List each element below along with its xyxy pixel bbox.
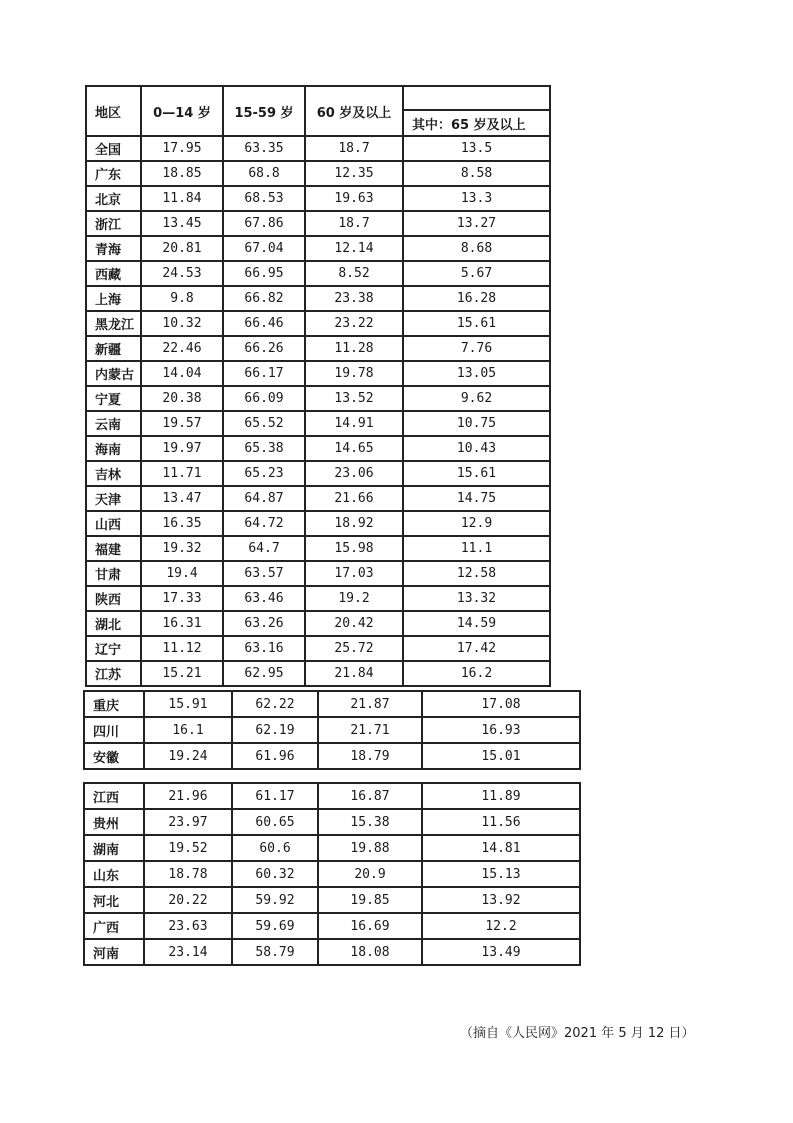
age-60-plus-cell: 20.9	[318, 861, 422, 887]
age-60-plus-cell: 21.84	[305, 661, 403, 686]
table-row	[86, 486, 550, 511]
table-row	[86, 561, 550, 586]
table-row	[86, 361, 550, 386]
region-cell: 新疆	[86, 336, 141, 361]
age-60-plus-cell: 15.98	[305, 536, 403, 561]
table-row	[86, 586, 550, 611]
age-60-plus-cell: 13.52	[305, 386, 403, 411]
age-0-14-cell: 23.14	[144, 939, 232, 965]
header-empty-cell	[403, 86, 550, 110]
age-65-plus-cell: 15.61	[403, 311, 550, 336]
table-row	[86, 311, 550, 336]
age-0-14-cell: 20.22	[144, 887, 232, 913]
header-region: 地区	[86, 86, 141, 136]
age-60-plus-cell: 20.42	[305, 611, 403, 636]
age-60-plus-cell: 16.87	[318, 783, 422, 809]
age-0-14-cell: 24.53	[141, 261, 223, 286]
age-15-59-cell: 60.6	[232, 835, 318, 861]
age-0-14-cell: 11.12	[141, 636, 223, 661]
age-65-plus-cell: 14.75	[403, 486, 550, 511]
header-age-60-plus: 60 岁及以上	[305, 86, 403, 136]
age-0-14-cell: 14.04	[141, 361, 223, 386]
age-65-plus-cell: 16.2	[403, 661, 550, 686]
age-65-plus-cell: 9.62	[403, 386, 550, 411]
age-0-14-cell: 19.97	[141, 436, 223, 461]
age-65-plus-cell: 13.27	[403, 211, 550, 236]
age-15-59-cell: 62.95	[223, 661, 305, 686]
age-65-plus-cell: 12.2	[422, 913, 580, 939]
age-0-14-cell: 19.24	[144, 743, 232, 769]
age-0-14-cell: 13.45	[141, 211, 223, 236]
age-60-plus-cell: 19.88	[318, 835, 422, 861]
age-60-plus-cell: 12.14	[305, 236, 403, 261]
age-15-59-cell: 67.86	[223, 211, 305, 236]
age-65-plus-cell: 11.1	[403, 536, 550, 561]
region-cell: 内蒙古	[86, 361, 141, 386]
table-row	[86, 211, 550, 236]
age-65-plus-cell: 7.76	[403, 336, 550, 361]
age-0-14-cell: 17.95	[141, 136, 223, 161]
age-0-14-cell: 15.91	[144, 691, 232, 717]
table-row	[86, 261, 550, 286]
table-row	[84, 835, 580, 861]
age-0-14-cell: 16.31	[141, 611, 223, 636]
region-cell: 河南	[84, 939, 144, 965]
age-60-plus-cell: 18.7	[305, 211, 403, 236]
age-60-plus-cell: 18.7	[305, 136, 403, 161]
age-15-59-cell: 62.19	[232, 717, 318, 743]
age-0-14-cell: 21.96	[144, 783, 232, 809]
age-0-14-cell: 15.21	[141, 661, 223, 686]
age-60-plus-cell: 14.91	[305, 411, 403, 436]
age-65-plus-cell: 17.08	[422, 691, 580, 717]
region-cell: 安徽	[84, 743, 144, 769]
table-row	[84, 861, 580, 887]
age-0-14-cell: 20.81	[141, 236, 223, 261]
table-row	[84, 717, 580, 743]
age-65-plus-cell: 16.93	[422, 717, 580, 743]
age-60-plus-cell: 21.66	[305, 486, 403, 511]
table-row	[86, 511, 550, 536]
age-15-59-cell: 68.8	[223, 161, 305, 186]
table-row	[86, 536, 550, 561]
age-15-59-cell: 66.95	[223, 261, 305, 286]
age-15-59-cell: 63.16	[223, 636, 305, 661]
region-cell: 浙江	[86, 211, 141, 236]
age-15-59-cell: 59.69	[232, 913, 318, 939]
table-row	[86, 636, 550, 661]
age-15-59-cell: 66.26	[223, 336, 305, 361]
age-15-59-cell: 67.04	[223, 236, 305, 261]
age-65-plus-cell: 13.05	[403, 361, 550, 386]
age-60-plus-cell: 12.35	[305, 161, 403, 186]
population-table-part-3	[83, 782, 581, 966]
region-cell: 重庆	[84, 691, 144, 717]
age-60-plus-cell: 18.92	[305, 511, 403, 536]
age-0-14-cell: 19.57	[141, 411, 223, 436]
population-table-part-2	[83, 690, 581, 770]
table-row	[86, 436, 550, 461]
region-cell: 上海	[86, 286, 141, 311]
region-cell: 广东	[86, 161, 141, 186]
table-row	[84, 913, 580, 939]
table-row	[86, 661, 550, 686]
table-row	[86, 336, 550, 361]
region-cell: 广西	[84, 913, 144, 939]
region-cell: 辽宁	[86, 636, 141, 661]
age-60-plus-cell: 11.28	[305, 336, 403, 361]
age-15-59-cell: 65.52	[223, 411, 305, 436]
age-15-59-cell: 66.17	[223, 361, 305, 386]
age-60-plus-cell: 25.72	[305, 636, 403, 661]
table-row	[84, 809, 580, 835]
age-15-59-cell: 61.17	[232, 783, 318, 809]
age-65-plus-cell: 5.67	[403, 261, 550, 286]
table-row	[86, 386, 550, 411]
age-15-59-cell: 63.35	[223, 136, 305, 161]
source-citation: （摘自《人民网》2021 年 5 月 12 日）	[460, 1026, 695, 1041]
age-15-59-cell: 61.96	[232, 743, 318, 769]
age-65-plus-cell: 15.13	[422, 861, 580, 887]
age-65-plus-cell: 13.3	[403, 186, 550, 211]
age-60-plus-cell: 23.22	[305, 311, 403, 336]
header-age-0-14: 0—14 岁	[141, 86, 223, 136]
age-15-59-cell: 60.65	[232, 809, 318, 835]
table-row	[84, 743, 580, 769]
region-cell: 山东	[84, 861, 144, 887]
age-0-14-cell: 17.33	[141, 586, 223, 611]
age-15-59-cell: 62.22	[232, 691, 318, 717]
region-cell: 福建	[86, 536, 141, 561]
region-cell: 黑龙江	[86, 311, 141, 336]
age-60-plus-cell: 16.69	[318, 913, 422, 939]
age-65-plus-cell: 16.28	[403, 286, 550, 311]
age-0-14-cell: 18.78	[144, 861, 232, 887]
age-65-plus-cell: 15.61	[403, 461, 550, 486]
age-15-59-cell: 65.23	[223, 461, 305, 486]
region-cell: 云南	[86, 411, 141, 436]
region-cell: 江西	[84, 783, 144, 809]
age-0-14-cell: 16.1	[144, 717, 232, 743]
age-0-14-cell: 22.46	[141, 336, 223, 361]
region-cell: 全国	[86, 136, 141, 161]
age-0-14-cell: 11.84	[141, 186, 223, 211]
region-cell: 四川	[84, 717, 144, 743]
age-0-14-cell: 19.4	[141, 561, 223, 586]
age-60-plus-cell: 14.65	[305, 436, 403, 461]
age-60-plus-cell: 15.38	[318, 809, 422, 835]
age-15-59-cell: 63.57	[223, 561, 305, 586]
age-65-plus-cell: 15.01	[422, 743, 580, 769]
table-row	[86, 136, 550, 161]
age-65-plus-cell: 14.81	[422, 835, 580, 861]
header-age-65-plus: 其中：65 岁及以上	[403, 110, 550, 136]
age-0-14-cell: 18.85	[141, 161, 223, 186]
region-cell: 山西	[86, 511, 141, 536]
region-cell: 甘肃	[86, 561, 141, 586]
table-row	[86, 236, 550, 261]
age-60-plus-cell: 19.78	[305, 361, 403, 386]
age-65-plus-cell: 8.68	[403, 236, 550, 261]
age-65-plus-cell: 13.49	[422, 939, 580, 965]
table-row	[86, 461, 550, 486]
age-15-59-cell: 65.38	[223, 436, 305, 461]
age-60-plus-cell: 17.03	[305, 561, 403, 586]
age-60-plus-cell: 19.63	[305, 186, 403, 211]
age-60-plus-cell: 18.79	[318, 743, 422, 769]
region-cell: 湖南	[84, 835, 144, 861]
age-15-59-cell: 63.46	[223, 586, 305, 611]
age-0-14-cell: 23.97	[144, 809, 232, 835]
age-15-59-cell: 66.46	[223, 311, 305, 336]
age-60-plus-cell: 19.2	[305, 586, 403, 611]
region-cell: 贵州	[84, 809, 144, 835]
age-15-59-cell: 68.53	[223, 186, 305, 211]
table-row	[86, 186, 550, 211]
age-65-plus-cell: 11.89	[422, 783, 580, 809]
population-table-part-1	[85, 85, 551, 687]
age-65-plus-cell: 13.32	[403, 586, 550, 611]
age-65-plus-cell: 13.92	[422, 887, 580, 913]
region-cell: 海南	[86, 436, 141, 461]
age-65-plus-cell: 8.58	[403, 161, 550, 186]
age-15-59-cell: 60.32	[232, 861, 318, 887]
table-row	[84, 887, 580, 913]
age-65-plus-cell: 10.75	[403, 411, 550, 436]
age-0-14-cell: 19.52	[144, 835, 232, 861]
region-cell: 湖北	[86, 611, 141, 636]
age-15-59-cell: 64.72	[223, 511, 305, 536]
age-60-plus-cell: 8.52	[305, 261, 403, 286]
age-60-plus-cell: 21.71	[318, 717, 422, 743]
age-15-59-cell: 58.79	[232, 939, 318, 965]
age-15-59-cell: 64.7	[223, 536, 305, 561]
table-row	[86, 286, 550, 311]
table-row	[86, 161, 550, 186]
region-cell: 陕西	[86, 586, 141, 611]
age-0-14-cell: 11.71	[141, 461, 223, 486]
region-cell: 北京	[86, 186, 141, 211]
region-cell: 青海	[86, 236, 141, 261]
age-0-14-cell: 20.38	[141, 386, 223, 411]
age-0-14-cell: 19.32	[141, 536, 223, 561]
age-15-59-cell: 63.26	[223, 611, 305, 636]
age-0-14-cell: 16.35	[141, 511, 223, 536]
region-cell: 天津	[86, 486, 141, 511]
table-row	[84, 691, 580, 717]
age-0-14-cell: 9.8	[141, 286, 223, 311]
age-60-plus-cell: 23.06	[305, 461, 403, 486]
header-age-15-59: 15-59 岁	[223, 86, 305, 136]
age-60-plus-cell: 19.85	[318, 887, 422, 913]
age-65-plus-cell: 12.58	[403, 561, 550, 586]
table-row	[86, 411, 550, 436]
age-0-14-cell: 10.32	[141, 311, 223, 336]
age-0-14-cell: 13.47	[141, 486, 223, 511]
age-60-plus-cell: 18.08	[318, 939, 422, 965]
age-60-plus-cell: 23.38	[305, 286, 403, 311]
age-60-plus-cell: 21.87	[318, 691, 422, 717]
table-row	[86, 611, 550, 636]
region-cell: 江苏	[86, 661, 141, 686]
table-row	[84, 783, 580, 809]
region-cell: 吉林	[86, 461, 141, 486]
age-65-plus-cell: 13.5	[403, 136, 550, 161]
region-cell: 西藏	[86, 261, 141, 286]
age-65-plus-cell: 10.43	[403, 436, 550, 461]
age-65-plus-cell: 14.59	[403, 611, 550, 636]
table-row	[84, 939, 580, 965]
age-15-59-cell: 59.92	[232, 887, 318, 913]
age-65-plus-cell: 11.56	[422, 809, 580, 835]
age-65-plus-cell: 12.9	[403, 511, 550, 536]
age-15-59-cell: 66.09	[223, 386, 305, 411]
region-cell: 河北	[84, 887, 144, 913]
age-0-14-cell: 23.63	[144, 913, 232, 939]
age-15-59-cell: 64.87	[223, 486, 305, 511]
region-cell: 宁夏	[86, 386, 141, 411]
age-65-plus-cell: 17.42	[403, 636, 550, 661]
age-15-59-cell: 66.82	[223, 286, 305, 311]
